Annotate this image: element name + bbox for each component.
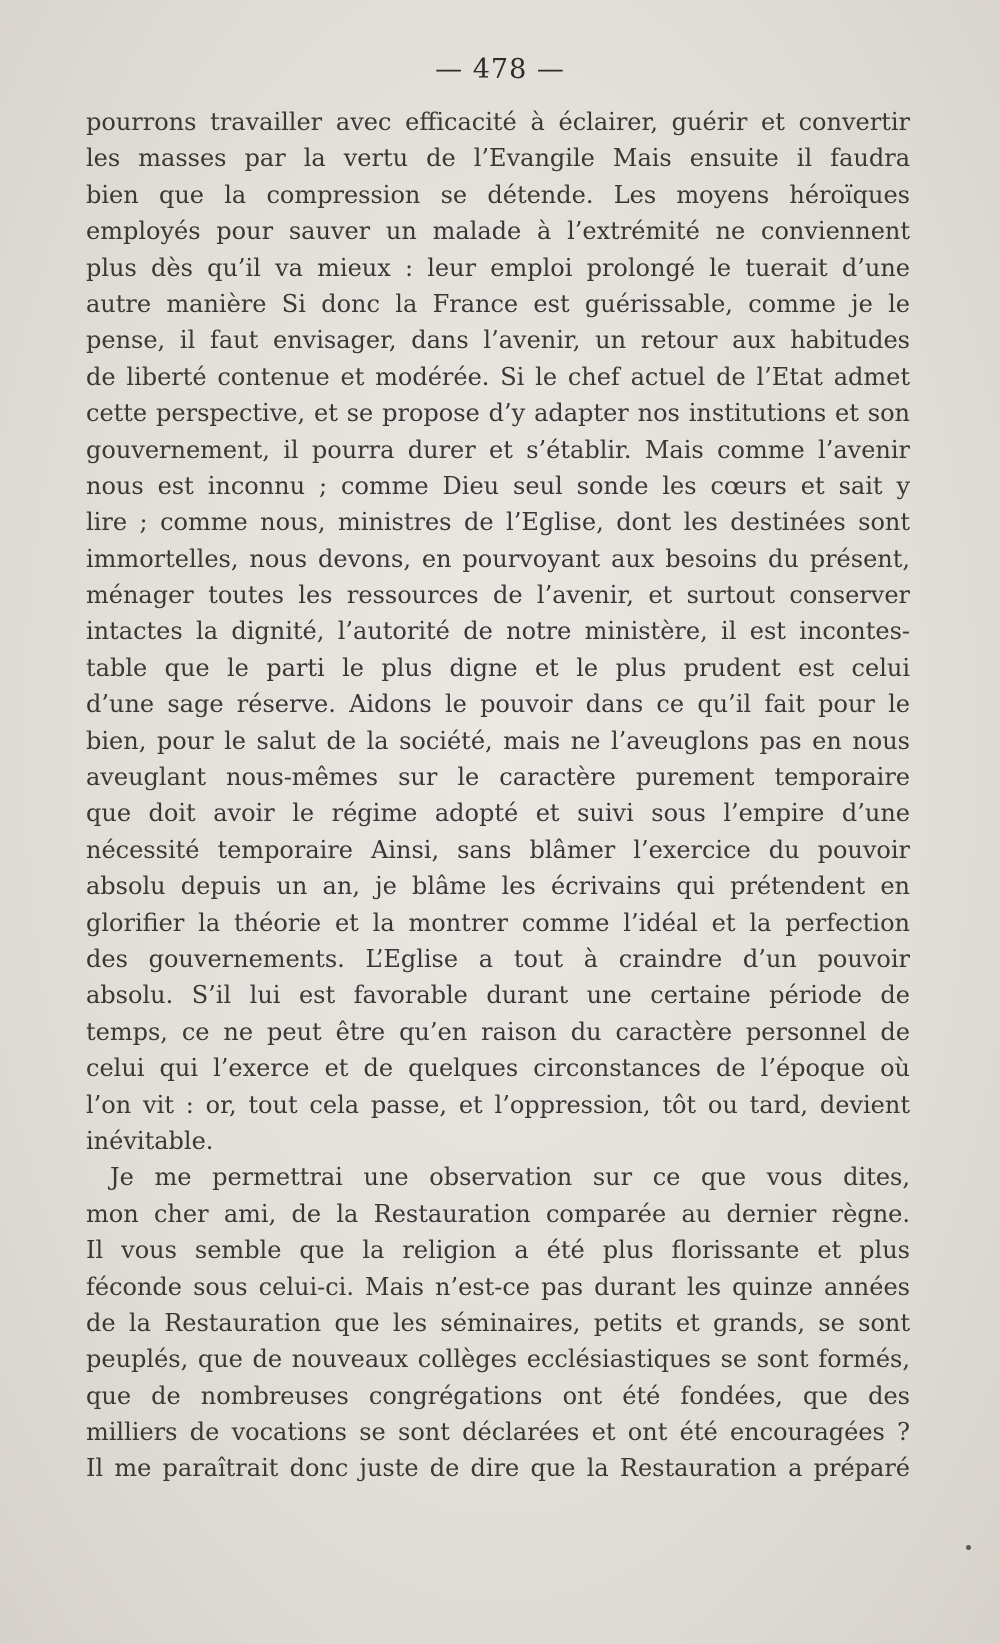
paragraph	[86, 1159, 910, 1487]
text-line: celui qui l’exerce et de quelques circonstances de l’époque où	[86, 1054, 910, 1083]
text-line: gouvernement, il pourra durer et s’établir. Mais comme l’avenir	[86, 435, 910, 464]
text-line: mon cher ami, de la Restauration comparée au dernier règne.	[86, 1199, 910, 1228]
ink-speck	[966, 1545, 971, 1550]
paragraph	[86, 104, 910, 1159]
text-line: l’on vit : or, tout cela passe, et l’oppression, tôt ou tard, devient	[86, 1090, 910, 1119]
text-line: que de nombreuses congrégations ont été fondées, que des	[86, 1381, 910, 1410]
text-line: Il me paraîtrait donc juste de dire que la Restauration a préparé	[86, 1454, 910, 1483]
text-line: de la Restauration que les séminaires, petits et grands, se sont	[86, 1308, 910, 1337]
text-line: de liberté contenue et modérée. Si le chef actuel de l’Etat admet	[86, 362, 910, 391]
text-line: peuplés, que de nouveaux collèges ecclésiastiques se sont formés,	[86, 1345, 910, 1374]
text-line: pense, il faut envisager, dans l’avenir, un retour aux habitudes	[86, 326, 910, 355]
text-line: bien que la compression se détende. Les moyens héroïques	[86, 180, 910, 209]
text-line: les masses par la vertu de l’Evangile Mais ensuite il faudra	[86, 144, 910, 173]
text-line: nécessité temporaire Ainsi, sans blâmer l’exercice du pouvoir	[86, 835, 910, 864]
text-line: Je me permettrai une observation sur ce que vous dites,	[110, 1163, 910, 1192]
page-number: — 478 —	[435, 54, 565, 85]
text-line: aveuglant nous-mêmes sur le caractère purement temporaire	[86, 763, 910, 792]
text-line: cette perspective, et se propose d’y adapter nos institutions et son	[86, 399, 910, 428]
text-line: absolu depuis un an, je blâme les écrivains qui prétendent en	[86, 872, 910, 901]
text-line: plus dès qu’il va mieux : leur emploi prolongé le tuerait d’une	[86, 253, 910, 282]
text-line: des gouvernements. L’Eglise a tout à craindre d’un pouvoir	[86, 944, 910, 973]
text-line: que doit avoir le régime adopté et suivi sous l’empire d’une	[86, 799, 910, 828]
text-line: autre manière Si donc la France est guérissable, comme je le	[86, 289, 910, 318]
text-line: nous est inconnu ; comme Dieu seul sonde les cœurs et sait y	[86, 471, 910, 500]
text-line: intactes la dignité, l’autorité de notre ministère, il est incontes-	[86, 617, 910, 646]
body-text	[86, 104, 910, 1487]
text-line: ménager toutes les ressources de l’avenir, et surtout conserver	[86, 581, 910, 610]
text-line: absolu. S’il lui est favorable durant une certaine période de	[86, 981, 910, 1010]
text-line: Il vous semble que la religion a été plus florissante et plus	[86, 1236, 910, 1265]
text-line: temps, ce ne peut être qu’en raison du caractère personnel de	[86, 1017, 910, 1046]
text-line: d’une sage réserve. Aidons le pouvoir dans ce qu’il fait pour le	[86, 690, 910, 719]
text-line: féconde sous celui-ci. Mais n’est-ce pas durant les quinze années	[86, 1272, 910, 1301]
text-line: bien, pour le salut de la société, mais ne l’aveuglons pas en nous	[86, 726, 910, 755]
text-line: lire ; comme nous, ministres de l’Eglise, dont les destinées sont	[86, 508, 910, 537]
text-line: milliers de vocations se sont déclarées et ont été encouragées ?	[86, 1418, 910, 1447]
text-line: employés pour sauver un malade à l’extrémité ne conviennent	[86, 217, 910, 246]
text-line: inévitable.	[86, 1126, 214, 1155]
text-line: immortelles, nous devons, en pourvoyant aux besoins du présent,	[86, 544, 910, 573]
text-line: glorifier la théorie et la montrer comme l’idéal et la perfection	[86, 908, 910, 937]
text-line: pourrons travailler avec efficacité à éclairer, guérir et convertir	[86, 108, 910, 136]
text-line: table que le parti le plus digne et le plus prudent est celui	[86, 653, 910, 682]
